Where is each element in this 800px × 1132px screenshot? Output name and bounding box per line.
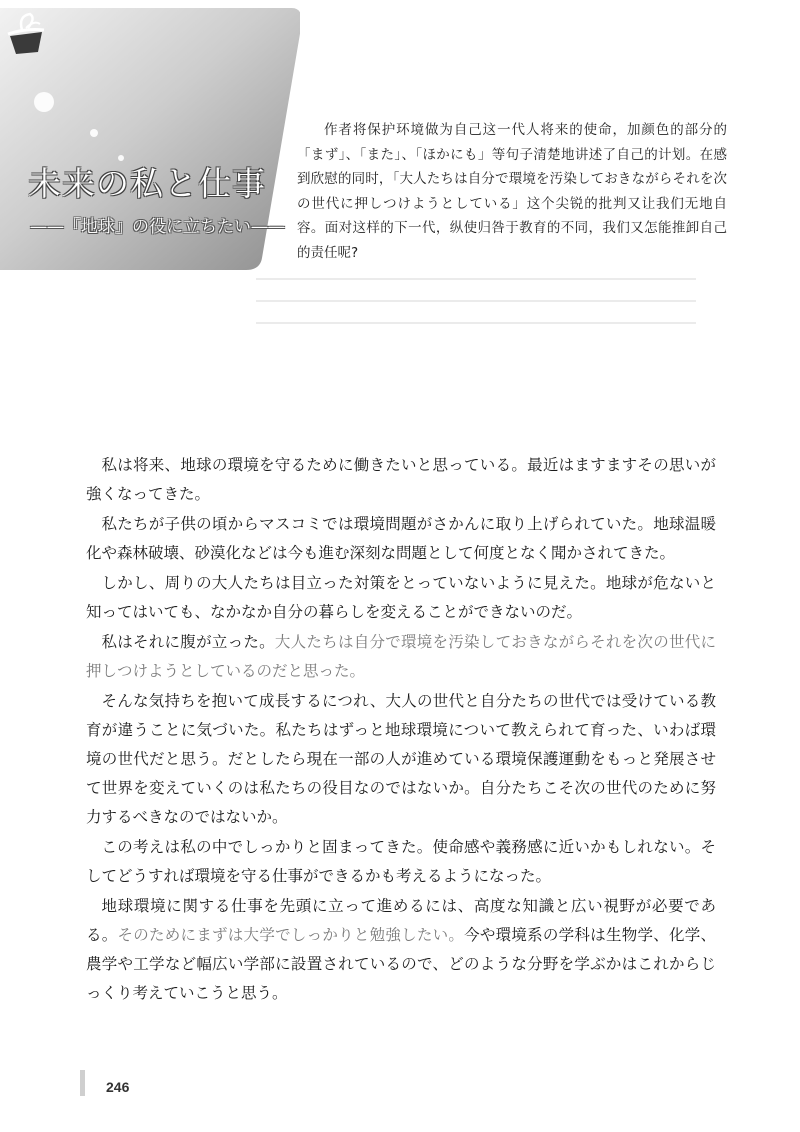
bleed-through-shadow (256, 278, 696, 338)
paragraph (86, 628, 716, 686)
paragraph-lead: 私はそれに腹が立った。 (101, 633, 275, 651)
article-subtitle: ——『地球』の役に立ちたい—— (30, 217, 285, 237)
paragraph: そんな気持ちを抱いて成長するにつれ、大人の世代と自分たちの世代では受けている教育が違うことに気づいた。私たちはずっと地球環境について教えられて育った、いわば環境の世代だと思う。だとしたら現在一部の人が進めている環境保護運動をもっと発展させて世界を変えていくのは私たちの役目なのではないか。自分たちこそ次の世代のために努力するべきなのではないか。 (86, 692, 716, 826)
paragraph-tail: 今や環境系の学科は生物学、化学、農学や工学など幅広い学部に設置されているので、どのような分野を学ぶかはこれからじっくり考えていこうと思う。 (86, 926, 716, 1002)
highlighted-sentence: 大人たちは自分で環境を汚染しておきながらそれを次の世代に押しつけようとしているのだと思った。 (86, 633, 716, 680)
editor-summary: 作者将保护环境做为自己这一代人将来的使命，加颜色的部分的「まず」、「また」、「ほかにも」等句子清楚地讲述了自己的计划。在感到欣慰的同时，「大人たちは自分で環境を汚染しておきながらそれを次の世代に押しつけようとしている」这个尖锐的批判又让我们无地自容。面对这样的下一代，纵使归咎于教育的不同，我们又怎能推卸自己的责任呢? (297, 122, 727, 261)
page-number-bar (80, 1070, 85, 1096)
paragraph: この考えは私の中でしっかりと固まってきた。使命感や義務感に近いかもしれない。そしてどうすれば環境を守る仕事ができるかも考えるようになった。 (86, 838, 716, 885)
paragraph (86, 892, 716, 1008)
title-panel (0, 8, 300, 270)
plant-pot-icon (0, 8, 52, 60)
essay-body (86, 451, 716, 1009)
highlighted-sentence: そのためにまずは大学でしっかりと勉強したい。 (117, 926, 465, 944)
paragraph: しかし、周りの大人たちは目立った対策をとっていないように見えた。地球が危ないと知ってはいても、なかなか自分の暮らしを変えることができないのだ。 (86, 574, 716, 621)
paragraph: 私たちが子供の頃からマスコミでは環境問題がさかんに取り上げられていた。地球温暖化や森林破壊、砂漠化などは今も進む深刻な問題として何度となく聞かされてきた。 (86, 515, 716, 562)
article-title: 未来の私と仕事 (28, 164, 266, 203)
paragraph: 私は将来、地球の環境を守るために働きたいと思っている。最近はますますその思いが強くなってきた。 (86, 456, 716, 503)
paragraph-lead: 地球環境に関する仕事を先頭に立って進めるには、高度な知識と広い視野が必要である。 (86, 897, 716, 944)
page-number: 246 (106, 1079, 130, 1095)
